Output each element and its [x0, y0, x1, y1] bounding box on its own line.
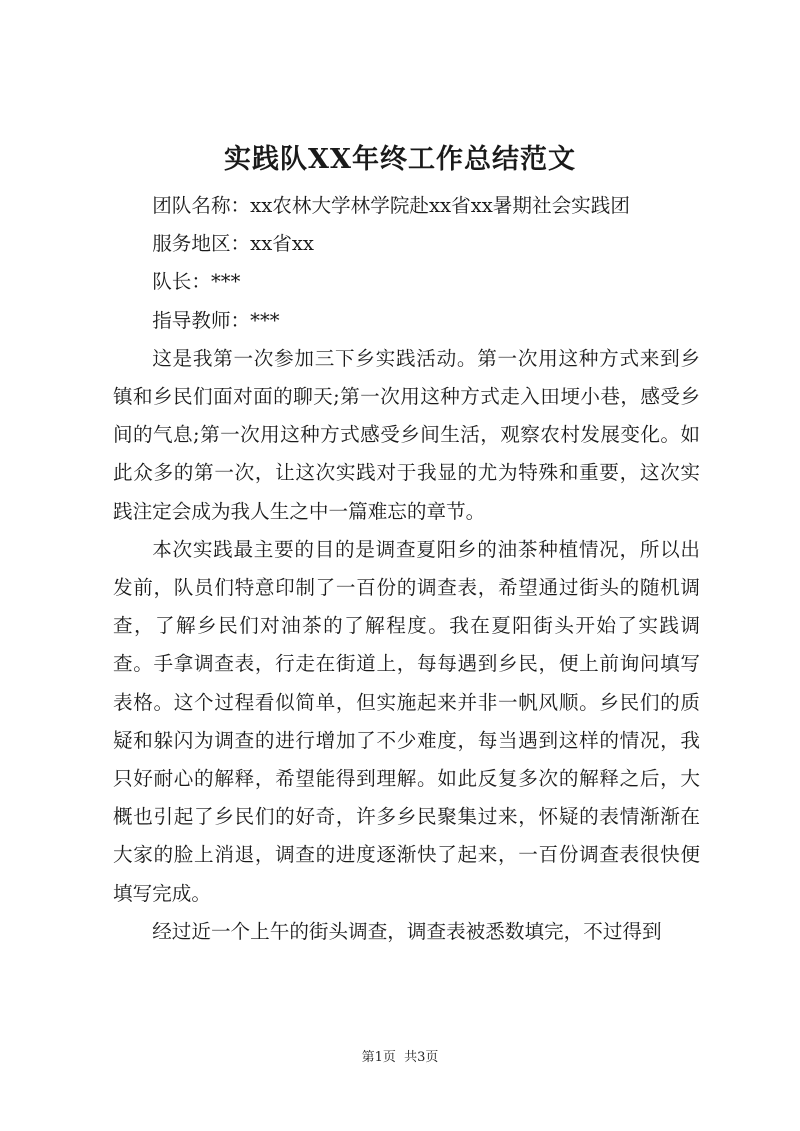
field-value: xx农林大学林学院赴xx省xx暑期社会实践团 [250, 194, 630, 217]
field-label: 服务地区： [152, 232, 251, 256]
field-value: *** [250, 308, 280, 332]
document-body [113, 187, 700, 951]
body-paragraph: 经过近一个上午的街头调查，调查表被悉数填完，不过得到 [152, 919, 662, 943]
field-captain [113, 263, 700, 301]
field-service-area [113, 225, 700, 263]
document-title: 实践队XX年终工作总结范文 [224, 144, 576, 175]
page-footer [0, 1048, 800, 1068]
body-paragraph: 这是我第一次参加三下乡实践活动。第一次用这种方式来到乡镇和乡民们面对面的聊天;第一次用这种方式走入田埂小巷，感受乡间的气息;第一次用这种方式感受乡间生活，观察农村发展变化。如此众多的第一次，让这次实践对于我显的尤为特殊和重要，这次实践注定会成为我人生之中一篇难忘的章节。 [113, 346, 700, 523]
field-label: 队长： [152, 270, 211, 294]
field-label: 指导教师： [152, 308, 251, 332]
page-number: 第1页 共3页 [361, 1050, 439, 1065]
body-paragraph: 本次实践最主要的目的是调查夏阳乡的油茶种植情况，所以出发前，队员们特意印制了一百份的调查表，希望通过街头的随机调查，了解乡民们对油茶的了解程度。我在夏阳街头开始了实践调查。手拿调查表，行走在街道上，每每遇到乡民，便上前询问填写表格。这个过程看似简单，但实施起来并非一帆风顺。乡民们的质疑和躲闪为调查的进行增加了不少难度，每当遇到这样的情况，我只好耐心的解释，希望能得到理解。如此反复多次的解释之后，大概也引起了乡民们的好奇，许多乡民聚集过来，怀疑的表情渐渐在大家的脸上消退，调查的进度逐渐快了起来，一百份调查表很快便填写完成。 [113, 537, 700, 905]
field-advisor [113, 302, 700, 340]
field-value: xx省xx [250, 232, 314, 256]
field-team-name [113, 187, 700, 225]
field-value: *** [210, 270, 241, 294]
field-label: 团队名称： [152, 194, 251, 217]
